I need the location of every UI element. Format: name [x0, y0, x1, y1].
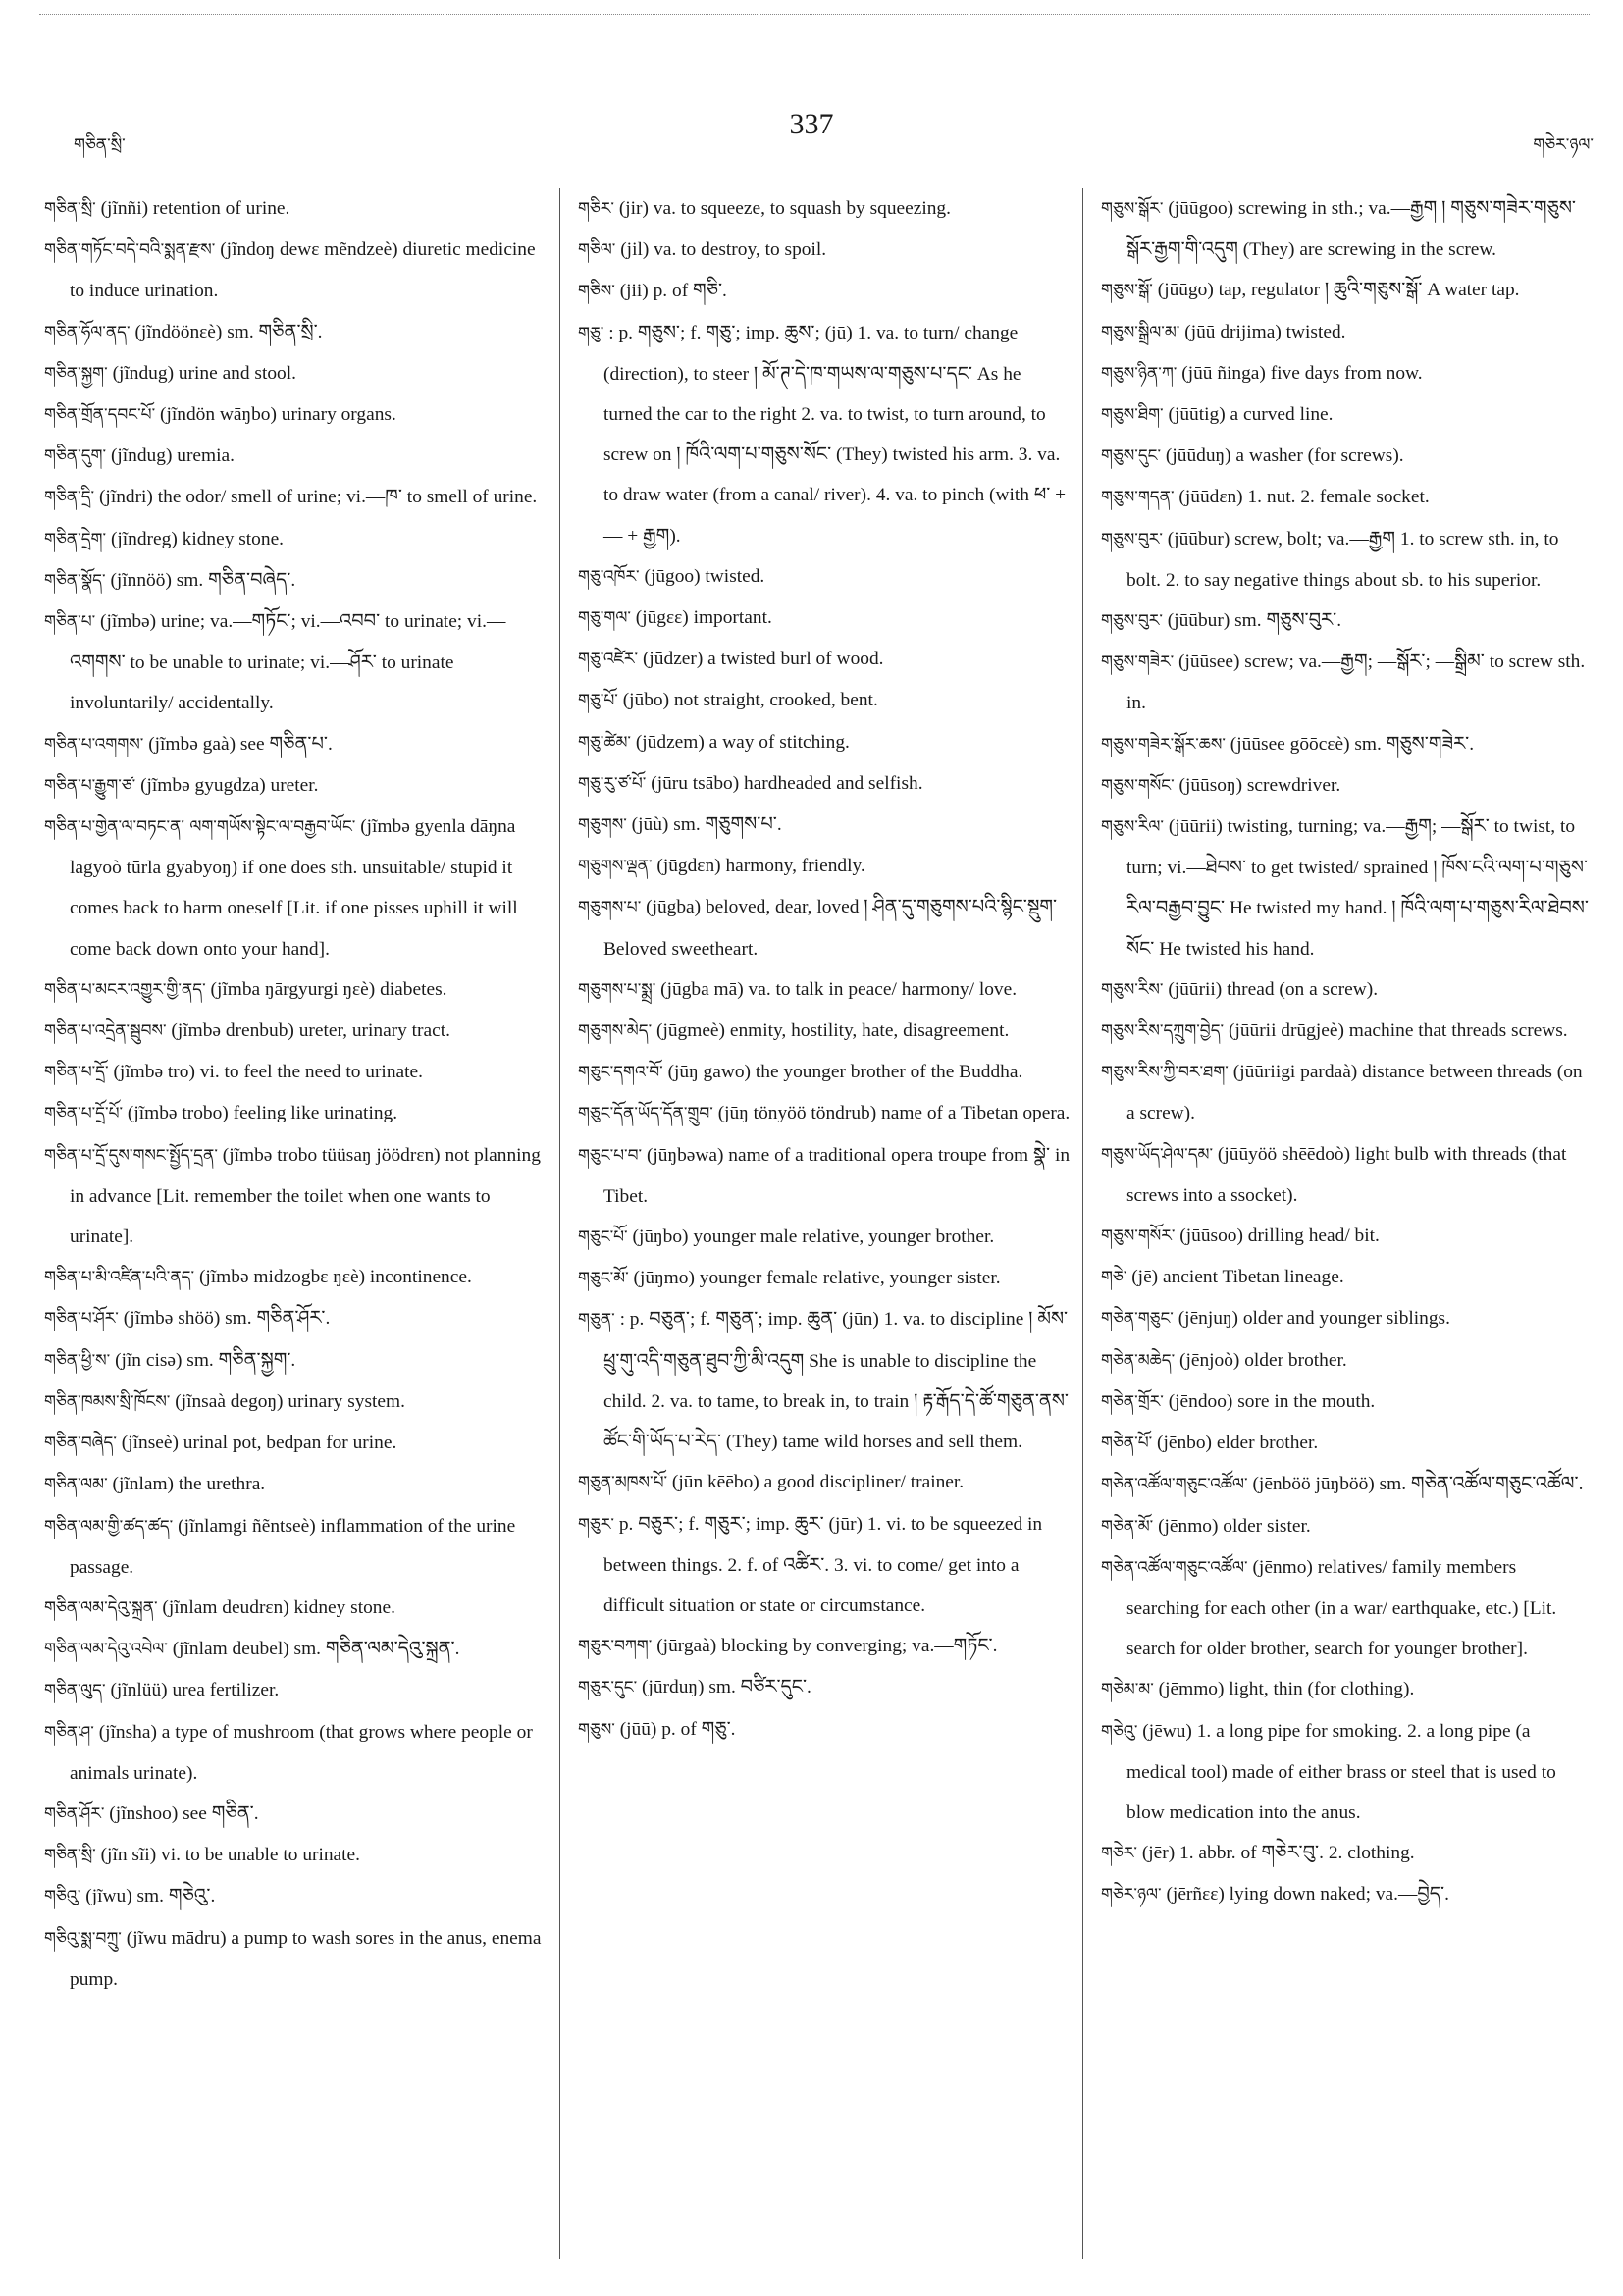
- dictionary-entry: [578, 188, 1071, 230]
- definition: (jērñεε) lying down naked; va.—བྱེད་.: [1166, 1884, 1449, 1905]
- headword: གཅུས་གསོང་: [1101, 775, 1175, 796]
- dictionary-entry: [1101, 1711, 1594, 1834]
- dictionary-entry: [578, 1052, 1071, 1093]
- headword: གཅེན་པོ་: [1101, 1434, 1153, 1454]
- dictionary-entry: [578, 598, 1071, 639]
- dictionary-entry: [44, 1670, 548, 1711]
- dictionary-entry: [44, 1052, 548, 1093]
- dictionary-entry: [44, 1135, 548, 1258]
- headword: གཅིན་ལམ་དེའུ་འབེལ་: [44, 1640, 168, 1660]
- definition: (jĩnlüü) urea fertilizer.: [110, 1680, 280, 1701]
- definition: (jūdzer) a twisted burl of wood.: [642, 649, 884, 670]
- definition: (jēnjoò) older brother.: [1179, 1349, 1347, 1371]
- definition: (jūdzem) a way of stitching.: [635, 731, 850, 753]
- definition: (jūru tsābo) hardheaded and selfish.: [651, 772, 923, 794]
- definition: (jĩnñi) retention of urine.: [100, 198, 290, 219]
- headword: གཅུགས་མེད་: [578, 1021, 653, 1042]
- definition: (jil) va. to destroy, to spoil.: [620, 239, 827, 261]
- headword: གཅུས་རིལ་: [1101, 817, 1164, 838]
- dictionary-entry: [578, 271, 1071, 312]
- headword: གཅེན་མཆེད་: [1101, 1350, 1176, 1371]
- dictionary-entry: [44, 1093, 548, 1134]
- headword: གཅུས་རིས་ཀྱི་བར་ཐག་: [1101, 1063, 1229, 1083]
- definition: (jĩwu) sm. གཅེའུ་.: [85, 1886, 216, 1907]
- headword: གཅུས་སྒྲིལ་མ་: [1101, 322, 1180, 342]
- dictionary-entry: [578, 1709, 1071, 1750]
- headword: གཅིན་སྲི་: [44, 199, 96, 219]
- headword: གཅུ་རུ་ཙ་པོ་: [578, 773, 647, 794]
- top-rule: [39, 14, 1590, 15]
- dictionary-entry: [578, 1258, 1071, 1299]
- dictionary-entry: [44, 1876, 548, 1917]
- dictionary-entry: [1101, 1052, 1594, 1133]
- headword: གཅེམ་མ་: [1101, 1680, 1154, 1700]
- dictionary-entry: [578, 1626, 1071, 1667]
- definition: (jūū) p. of གཅུ་.: [619, 1718, 736, 1740]
- headword: གཅིན་དྲི་: [44, 488, 95, 508]
- headword: གཅུས་བུར་: [1101, 529, 1163, 549]
- definition: (jĩnlam) the urethra.: [112, 1474, 266, 1495]
- definition: (jĩnsaà degoŋ) urinary system.: [175, 1390, 405, 1412]
- definition: (jūūrii drūgjeè) machine that threads screws.: [1228, 1020, 1568, 1042]
- headword: གཅིན་ཁམས་སྲི་ཁོངས་: [44, 1391, 171, 1412]
- definition: (jūūbur) screw, bolt; va.—རྒྱག 1. to screw sth. in, to bolt. 2. to say negative things about sb. to his superior.: [1126, 528, 1559, 591]
- headword: གཅེན་གཅུང་: [1101, 1309, 1174, 1330]
- headword: གཅིལ་: [578, 240, 616, 261]
- definition: (jūūgo) tap, regulator ། ཆུའི་གཅུས་སྒོ་ A water tap.: [1157, 280, 1520, 301]
- definition: (jĩndug) urine and stool.: [112, 362, 296, 384]
- dictionary-entry: [578, 1093, 1071, 1134]
- column-3: [1082, 188, 1605, 2259]
- definition: (jĩmbə) urine; va.—གཏོང་; vi.—འབབ་ to urinate; vi.—འགགས་ to be unable to urinate; vi.—ཤོར་ to urinate involuntarily/ accidentally.: [70, 611, 506, 714]
- headword: གཅུགས་ལྡན་: [578, 857, 653, 877]
- headword: གཅེའུ་: [1101, 1721, 1138, 1742]
- dictionary-entry: [1101, 519, 1594, 600]
- definition: (jūgba mā) va. to talk in peace/ harmony/ love.: [660, 978, 1018, 1000]
- definition: (jē) ancient Tibetan lineage.: [1131, 1267, 1344, 1288]
- headword: གཅུ་འཛེར་: [578, 650, 639, 670]
- dictionary-entry: [578, 1135, 1071, 1217]
- definition: (jūgdεn) harmony, friendly.: [656, 856, 865, 877]
- dictionary-entry: [1101, 1134, 1594, 1216]
- dictionary-entry: [1101, 1547, 1594, 1670]
- dictionary-entry: [578, 969, 1071, 1011]
- headword: གཅིན་ཕྱི་ས་: [44, 1350, 111, 1371]
- headword: གཅེར་ཉལ་: [1101, 1885, 1162, 1905]
- definition: (jūgba) beloved, dear, loved ། ཤིན་དུ་གཅུགས་པའི་སྙིང་སྡུག་ Beloved sweetheart.: [603, 897, 1058, 960]
- dictionary-entry: [1101, 1423, 1594, 1464]
- headword: གཅིན་སྲི་: [44, 1846, 96, 1866]
- dictionary-entry: [1101, 969, 1594, 1011]
- dictionary-entry: [1101, 1340, 1594, 1382]
- dictionary-entry: [578, 639, 1071, 680]
- dictionary-entry: [1101, 188, 1594, 270]
- dictionary-entry: [1101, 394, 1594, 436]
- dictionary-entry: [44, 560, 548, 601]
- definition: (jūn kēēbo) a good discipliner/ trainer.: [671, 1472, 965, 1493]
- dictionary-entry: [1101, 1257, 1594, 1298]
- definition: (jĩmbə midzogbε ŋɛè) incontinence.: [198, 1267, 472, 1288]
- definition: (jūūsee gōōcεè) sm. གཅུས་གཟེར་.: [1230, 733, 1475, 755]
- definition: (jĩndri) the odor/ smell of urine; vi.—ཁ་ to smell of urine.: [98, 487, 538, 508]
- definition: (jūūduŋ) a washer (for screws).: [1165, 445, 1404, 467]
- dictionary-entry: [1101, 270, 1594, 311]
- dictionary-entry: [44, 1340, 548, 1382]
- definition: (jūbo) not straight, crooked, bent.: [622, 690, 878, 711]
- dictionary-entry: [578, 846, 1071, 887]
- headword: གཅུང་པ་བ་: [578, 1145, 643, 1166]
- headword: གཅིས་: [578, 282, 615, 302]
- definition: (jĩmbə tro) vi. to feel the need to urinate.: [113, 1062, 423, 1083]
- dictionary-entry: [1101, 353, 1594, 394]
- definition: (jūūsoo) drilling head/ bit.: [1179, 1226, 1380, 1247]
- definition: (jĩmbə gaà) see གཅིན་པ་.: [148, 733, 333, 755]
- running-head-right: གཅེར་ཉལ་: [1533, 135, 1594, 155]
- dictionary-entry: [44, 519, 548, 560]
- definition: (jūūtig) a curved line.: [1168, 404, 1334, 426]
- headword: གཅིའུ་: [44, 1887, 81, 1907]
- headword: གཅིན་པ་: [44, 612, 96, 633]
- definition: (jēnmo) older sister.: [1158, 1515, 1311, 1537]
- dictionary-entry: [578, 722, 1071, 763]
- definition: (jūŋ gawo) the younger brother of the Buddha.: [667, 1062, 1023, 1083]
- column-2: [559, 188, 1082, 2259]
- entry-columns: [36, 188, 1606, 2259]
- dictionary-entry: [578, 1299, 1071, 1462]
- definition: (jĩnnöö) sm. གཅིན་བཞེད་.: [110, 569, 296, 591]
- dictionary-entry: [44, 1382, 548, 1423]
- definition: (jĩn sĩi) vi. to be unable to urinate.: [100, 1845, 360, 1866]
- definition: (jēnjuŋ) older and younger siblings.: [1178, 1308, 1450, 1330]
- running-head-left: གཅིན་སྲི་: [74, 135, 126, 155]
- dictionary-entry: [578, 313, 1071, 556]
- definition: (jĩn cisə) sm. གཅིན་སྐྱག་.: [115, 1349, 296, 1371]
- headword: གཅེན་གྲོར་: [1101, 1391, 1164, 1412]
- dictionary-entry: [1101, 807, 1594, 969]
- dictionary-entry: [44, 353, 548, 394]
- headword: གཅེན་མོ་: [1101, 1516, 1154, 1537]
- headword: གཅུས་རིས་: [1101, 979, 1164, 1000]
- dictionary-entry: [578, 556, 1071, 598]
- headword: གཅེན་འཚོལ་གཅུང་འཚོལ་: [1101, 1475, 1248, 1495]
- dictionary-entry: [578, 1462, 1071, 1503]
- dictionary-entry: [1101, 642, 1594, 723]
- dictionary-entry: [578, 1667, 1071, 1708]
- definition: (jūù) sm. གཅུགས་པ་.: [631, 814, 782, 836]
- headword: གཅིན་པ་དྲོ་: [44, 1063, 109, 1083]
- headword: གཅིན་པ་མི་འཛིན་པའི་ནད་: [44, 1268, 195, 1288]
- definition: (jĩnlam deudrεn) kidney stone.: [162, 1596, 395, 1618]
- definition: (jĩnsha) a type of mushroom (that grows where people or animals urinate).: [70, 1721, 533, 1784]
- definition: (jūūrii) twisting, turning; va.—རྒྱག; —སྒོར་ to twist, to turn; vi.—ཐེབས་ to get twisted/ sprained ། ཁོས་ངའི་ལག་པ་གཅུས་རིལ་བརྒྱབ་བྱུང་ He twisted my hand. ། ཁོའི་ལག་པ་གཅུས་རིལ་ཐེབས་སོང་ He twisted his hand.: [1126, 816, 1589, 960]
- page-number: 337: [789, 108, 834, 140]
- headword: གཅུན་མཁས་པོ་: [578, 1473, 668, 1493]
- dictionary-entry: [1101, 1464, 1594, 1505]
- headword: གཅུས་གདན་: [1101, 488, 1175, 508]
- definition: (jĩndoŋ dewɛ mẽndzeè) diuretic medicine to induce urination.: [70, 239, 536, 302]
- definition: (jūūgoo) screwing in sth.; va.—རྒྱག ། གཅུས་གཟེར་གཅུས་སྒོར་རྒྱག་གི་འདུག (They) are screwing in the screw.: [1126, 198, 1576, 261]
- dictionary-entry: [44, 1794, 548, 1835]
- headword: གཅིའུ་སྨ་བཀྲུ་: [44, 1928, 122, 1949]
- headword: གཅིན་པ་འདྲེན་སྦུབས་: [44, 1021, 167, 1042]
- definition: (jēndoo) sore in the mouth.: [1168, 1390, 1376, 1412]
- headword: གཅིན་ལུད་: [44, 1681, 106, 1701]
- definition: (jĩndöönεè) sm. གཅིན་སྲི་.: [134, 321, 323, 342]
- dictionary-entry: [1101, 600, 1594, 642]
- headword: གཅེར་: [1101, 1844, 1137, 1864]
- dictionary-entry: [1101, 312, 1594, 353]
- dictionary-entry: [578, 763, 1071, 805]
- definition: (jūgmeè) enmity, hostility, hate, disagreement.: [656, 1020, 1010, 1042]
- definition: (jēnböö jūŋböö) sm. གཅེན་འཚོལ་གཅུང་འཚོལ་.: [1252, 1474, 1584, 1495]
- definition: (jĩmbə shöö) sm. གཅིན་ཤོར་.: [123, 1308, 331, 1330]
- definition: (jĩndreg) kidney stone.: [110, 528, 285, 549]
- dictionary-entry: [44, 1588, 548, 1629]
- headword: གཅིན་པ་གྱེན་ལ་བཏང་ན་ ལག་གཡོས་སྟེང་ལ་བརྒྱབ་ཡོང་: [44, 817, 356, 838]
- definition: (jĩwu mādru) a pump to wash sores in the anus, enema pump.: [70, 1927, 542, 1990]
- headword: གཅུ་ཚེམ་: [578, 732, 631, 753]
- dictionary-entry: [1101, 1298, 1594, 1339]
- dictionary-entry: [44, 230, 548, 311]
- dictionary-entry: [44, 188, 548, 230]
- definition: (jēmmo) light, thin (for clothing).: [1158, 1679, 1415, 1700]
- definition: (jĩnlamgi ñẽntseè) inflammation of the urine passage.: [70, 1515, 516, 1578]
- dictionary-entry: [1101, 1506, 1594, 1547]
- definition: (jĩmbə trobo) feeling like urinating.: [127, 1103, 398, 1124]
- definition: (jūū ñinga) five days from now.: [1181, 362, 1423, 384]
- headword: གཅིན་ཤོར་: [44, 1803, 105, 1824]
- definition: (jūgoo) twisted.: [644, 565, 765, 587]
- dictionary-entry: [578, 887, 1071, 968]
- definition: (jūŋmo) younger female relative, younger sister.: [633, 1268, 1001, 1289]
- definition: (jĩnlam deubel) sm. གཅིན་ལམ་དེའུ་སྐྲན་.: [172, 1639, 460, 1660]
- dictionary-entry: [44, 765, 548, 807]
- headword: གཅུར་བཀག་: [578, 1637, 653, 1657]
- definition: (jēwu) 1. a long pipe for smoking. 2. a long pipe (a medical tool) made of either brass or steel that is used to blow medication into the anus.: [1126, 1720, 1556, 1823]
- dictionary-entry: [44, 1298, 548, 1339]
- headword: གཅིན་པ་དྲོ་དུས་གསང་སྤྱོད་དྲན་: [44, 1145, 218, 1166]
- dictionary-entry: [44, 724, 548, 765]
- dictionary-entry: [44, 1011, 548, 1052]
- dictionary-entry: [44, 1464, 548, 1505]
- dictionary-entry: [1101, 477, 1594, 518]
- headword: གཅུགས་: [578, 815, 627, 836]
- headword: གཅིན་ལམ་གྱི་ཚད་ཚད་: [44, 1516, 174, 1537]
- headword: གཅིན་ལམ་དེའུ་སྐྲན་: [44, 1597, 158, 1618]
- headword: གཅིན་སྐྱག་: [44, 363, 108, 384]
- headword: གཅིན་ལམ་: [44, 1475, 108, 1495]
- headword: གཅུང་པོ་: [578, 1227, 628, 1248]
- definition: (jūrgaà) blocking by converging; va.—གཏོང་.: [656, 1636, 998, 1657]
- dictionary-entry: [578, 230, 1071, 271]
- dictionary-entry: [44, 1918, 548, 2000]
- headword: གཅུགས་པ་སྨྲ་: [578, 979, 656, 1000]
- headword: གཅུ་པོ་: [578, 691, 618, 711]
- headword: གཅིན་པ་མངར་འགྱུར་གྱི་ནད་: [44, 979, 206, 1000]
- headword: གཅུས་ཐིག་: [1101, 405, 1164, 426]
- definition: (jĩmba ŋārgyurgi ŋɛè) diabetes.: [210, 978, 447, 1000]
- definition: (jūŋbo) younger male relative, younger brother.: [632, 1226, 995, 1248]
- dictionary-entry: [44, 477, 548, 518]
- definition: (jūūsoŋ) screwdriver.: [1178, 774, 1341, 796]
- dictionary-entry: [578, 1011, 1071, 1052]
- dictionary-entry: [44, 394, 548, 436]
- definition: (jūgεε) important.: [635, 607, 772, 629]
- headword: གཅུང་དགའ་བོ་: [578, 1063, 663, 1083]
- definition: (jii) p. of གཅི་.: [619, 281, 727, 302]
- headword: གཅུས་བུར་: [1101, 611, 1163, 632]
- headword: གཅུགས་པ་: [578, 898, 642, 918]
- headword: གཅུང་དོན་ཡོད་དོན་གྲུབ་: [578, 1104, 713, 1124]
- headword: གཅུ་གལ་: [578, 608, 631, 629]
- dictionary-entry: [44, 969, 548, 1011]
- definition: (jūūsee) screw; va.—རྒྱག; —སྒོར་; —སྒྲིམ་ to screw sth. in.: [1126, 652, 1586, 714]
- definition: (jūūbur) sm. གཅུས་བུར་.: [1167, 610, 1342, 632]
- headword: གཅུས་རིས་དཀྲུག་བྱེད་: [1101, 1021, 1225, 1042]
- headword: གཅེ་: [1101, 1268, 1127, 1288]
- headword: གཅུ་འཁོར་: [578, 566, 640, 587]
- definition: (jĩnseè) urinal pot, bedpan for urine.: [121, 1433, 397, 1454]
- definition: : p. གཅུས་; f. གཅུ་; imp. ཆུས་; (jū) 1. va. to turn/ change (direction), to steer ། མོ་ཊ་དེ་ཁ་གཡས་ལ་གཅུས་པ་དང་ As he turned the car to the right 2. va. to twist, to turn around, to screw on ། ཁོའི་ལག་པ་གཅུས་སོང་ (They) twisted his arm. 3. va. to draw water (from a canal/ river). 4. va. to pinch (with ཕ་ + — + རྒྱག).: [603, 322, 1067, 547]
- dictionary-entry: [578, 1504, 1071, 1627]
- definition: (jūūdεn) 1. nut. 2. female socket.: [1178, 487, 1430, 508]
- dictionary-entry: [1101, 1382, 1594, 1423]
- definition: (jēnbo) elder brother.: [1157, 1433, 1319, 1454]
- dictionary-entry: [44, 807, 548, 969]
- definition: (jĩmbə trobo tüüsaŋ jöödrεn) not planning in advance [Lit. remember the toilet when one wants to urinate].: [70, 1144, 541, 1248]
- definition: (jūū drijima) twisted.: [1184, 321, 1346, 342]
- headword: གཅིན་པ་རྒྱུག་ཙ་: [44, 775, 136, 796]
- headword: གཅིན་བཞེད་: [44, 1434, 117, 1454]
- dictionary-entry: [44, 1629, 548, 1670]
- dictionary-entry: [44, 436, 548, 477]
- dictionary-entry: [44, 1257, 548, 1298]
- definition: p. བཅུར་; f. གཅུར་; imp. ཆུར་ (jūr) 1. vi. to be squeezed in between things. 2. f. of འཚིར་. 3. vi. to come/ get into a difficult situation or state or circumstance.: [603, 1513, 1043, 1616]
- headword: གཅུས་གསོར་: [1101, 1226, 1176, 1247]
- headword: གཅིན་གཏོང་བདེ་བའི་སྨན་རྫས་: [44, 240, 216, 261]
- definition: (jĩmbə gyugdza) ureter.: [140, 774, 319, 796]
- dictionary-entry: [44, 1506, 548, 1588]
- dictionary-entry: [578, 1217, 1071, 1258]
- headword: གཅུང་མོ་: [578, 1269, 629, 1289]
- headword: གཅིན་པ་འགགས་: [44, 734, 144, 755]
- dictionary-entry: [44, 1835, 548, 1876]
- headword: གཅེན་འཚོལ་གཅུང་འཚོལ་: [1101, 1557, 1248, 1578]
- headword: གཅུས་: [578, 1719, 615, 1740]
- definition: (jir) va. to squeeze, to squash by squeezing.: [618, 198, 951, 219]
- headword: གཅུས་སྒོར་: [1101, 199, 1164, 219]
- definition: (jūŋbəwa) name of a traditional opera troupe from སྣེ་ in Tibet.: [603, 1144, 1071, 1207]
- headword: གཅུས་དུང་: [1101, 446, 1162, 467]
- definition: (jĩndug) uremia.: [110, 445, 235, 467]
- definition: (jēr) 1. abbr. of གཅེར་བུ་. 2. clothing.: [1141, 1843, 1415, 1864]
- headword: གཅིན་གྲོན་དབང་པོ་: [44, 405, 156, 426]
- dictionary-entry: [578, 680, 1071, 721]
- headword: གཅིན་སྣོད་: [44, 570, 106, 591]
- dictionary-entry: [1101, 1833, 1594, 1874]
- headword: གཅུས་གཟེར་སྒོར་ཆས་: [1101, 734, 1226, 755]
- definition: (jĩndön wāŋbo) urinary organs.: [160, 404, 396, 426]
- dictionary-entry: [1101, 436, 1594, 477]
- headword: གཅིན་དྲེག་: [44, 529, 107, 549]
- headword: གཅུས་ཉིན་ཀ་: [1101, 363, 1178, 384]
- definition: (jēnmo) relatives/ family members searching for each other (in a war/ earthquake, etc.) [Lit. search for older brother, search for younger brother].: [1126, 1556, 1557, 1660]
- dictionary-entry: [1101, 1874, 1594, 1915]
- dictionary-entry: [578, 805, 1071, 846]
- headword: གཅུས་ཡོད་ཤེལ་དམ་: [1101, 1144, 1214, 1165]
- definition: (jūūriigi pardaà) distance between threads (on a screw).: [1126, 1062, 1583, 1124]
- headword: གཅིན་པ་དྲོ་པོ་: [44, 1104, 124, 1124]
- definition: (jĩmbə gyenla dāŋna lagyoò tūrla gyabyoŋ) if one does sth. unsuitable/ stupid it comes back to harm oneself [Lit. if one pisses uphill it will come back down onto your hand].: [70, 816, 518, 960]
- headword: གཅུར་དུང་: [578, 1678, 638, 1698]
- headword: གཅུར་: [578, 1514, 614, 1535]
- headword: གཅིན་ཤ་: [44, 1722, 94, 1743]
- dictionary-entry: [1101, 724, 1594, 765]
- definition: (jūrduŋ) sm. བཙིར་དུང་.: [642, 1677, 812, 1698]
- headword: གཅུ་: [578, 323, 604, 343]
- headword: གཅིན་དུག་: [44, 446, 107, 467]
- dictionary-entry: [1101, 765, 1594, 807]
- headword: གཅུས་སྒོ་: [1101, 281, 1153, 301]
- headword: གཅིར་: [578, 199, 614, 219]
- headword: གཅུས་གཟེར་: [1101, 652, 1175, 673]
- dictionary-entry: [1101, 1216, 1594, 1257]
- dictionary-entry: [44, 1712, 548, 1794]
- headword: གཅིན་ཧོལ་ནད་: [44, 322, 131, 342]
- definition: (jĩmbə drenbub) ureter, urinary tract.: [171, 1020, 450, 1042]
- definition: (jūūyöö shēēdoò) light bulb with threads (that screws into a ssocket).: [1126, 1143, 1567, 1206]
- dictionary-entry: [44, 312, 548, 353]
- dictionary-entry: [1101, 1011, 1594, 1052]
- definition: (jūūrii) thread (on a screw).: [1168, 978, 1379, 1000]
- column-1: [36, 188, 559, 2259]
- dictionary-entry: [44, 601, 548, 724]
- headword: གཅུན་: [578, 1310, 615, 1331]
- headword: གཅིན་པ་ཤོར་: [44, 1309, 119, 1330]
- definition: (jūŋ tönyöö töndrub) name of a Tibetan opera.: [717, 1103, 1071, 1124]
- dictionary-entry: [44, 1423, 548, 1464]
- definition: : p. བཅུན་; f. གཅུན་; imp. ཆུན་ (jūn) 1. va. to discipline ། མོས་ཕྲུ་གུ་འདི་གཅུན་ཐུབ་ཀྱི་མི་འདུག She is unable to discipline the child. 2. va. to tame, to break in, to train ། རྟ་རྒོད་དེ་ཚོ་གཅུན་ནས་ཚོང་གི་ཡོད་པ་རེད་ (They) tame wild horses and sell them.: [603, 1309, 1069, 1453]
- dictionary-entry: [1101, 1669, 1594, 1710]
- definition: (jĩnshoo) see གཅིན་.: [109, 1802, 259, 1824]
